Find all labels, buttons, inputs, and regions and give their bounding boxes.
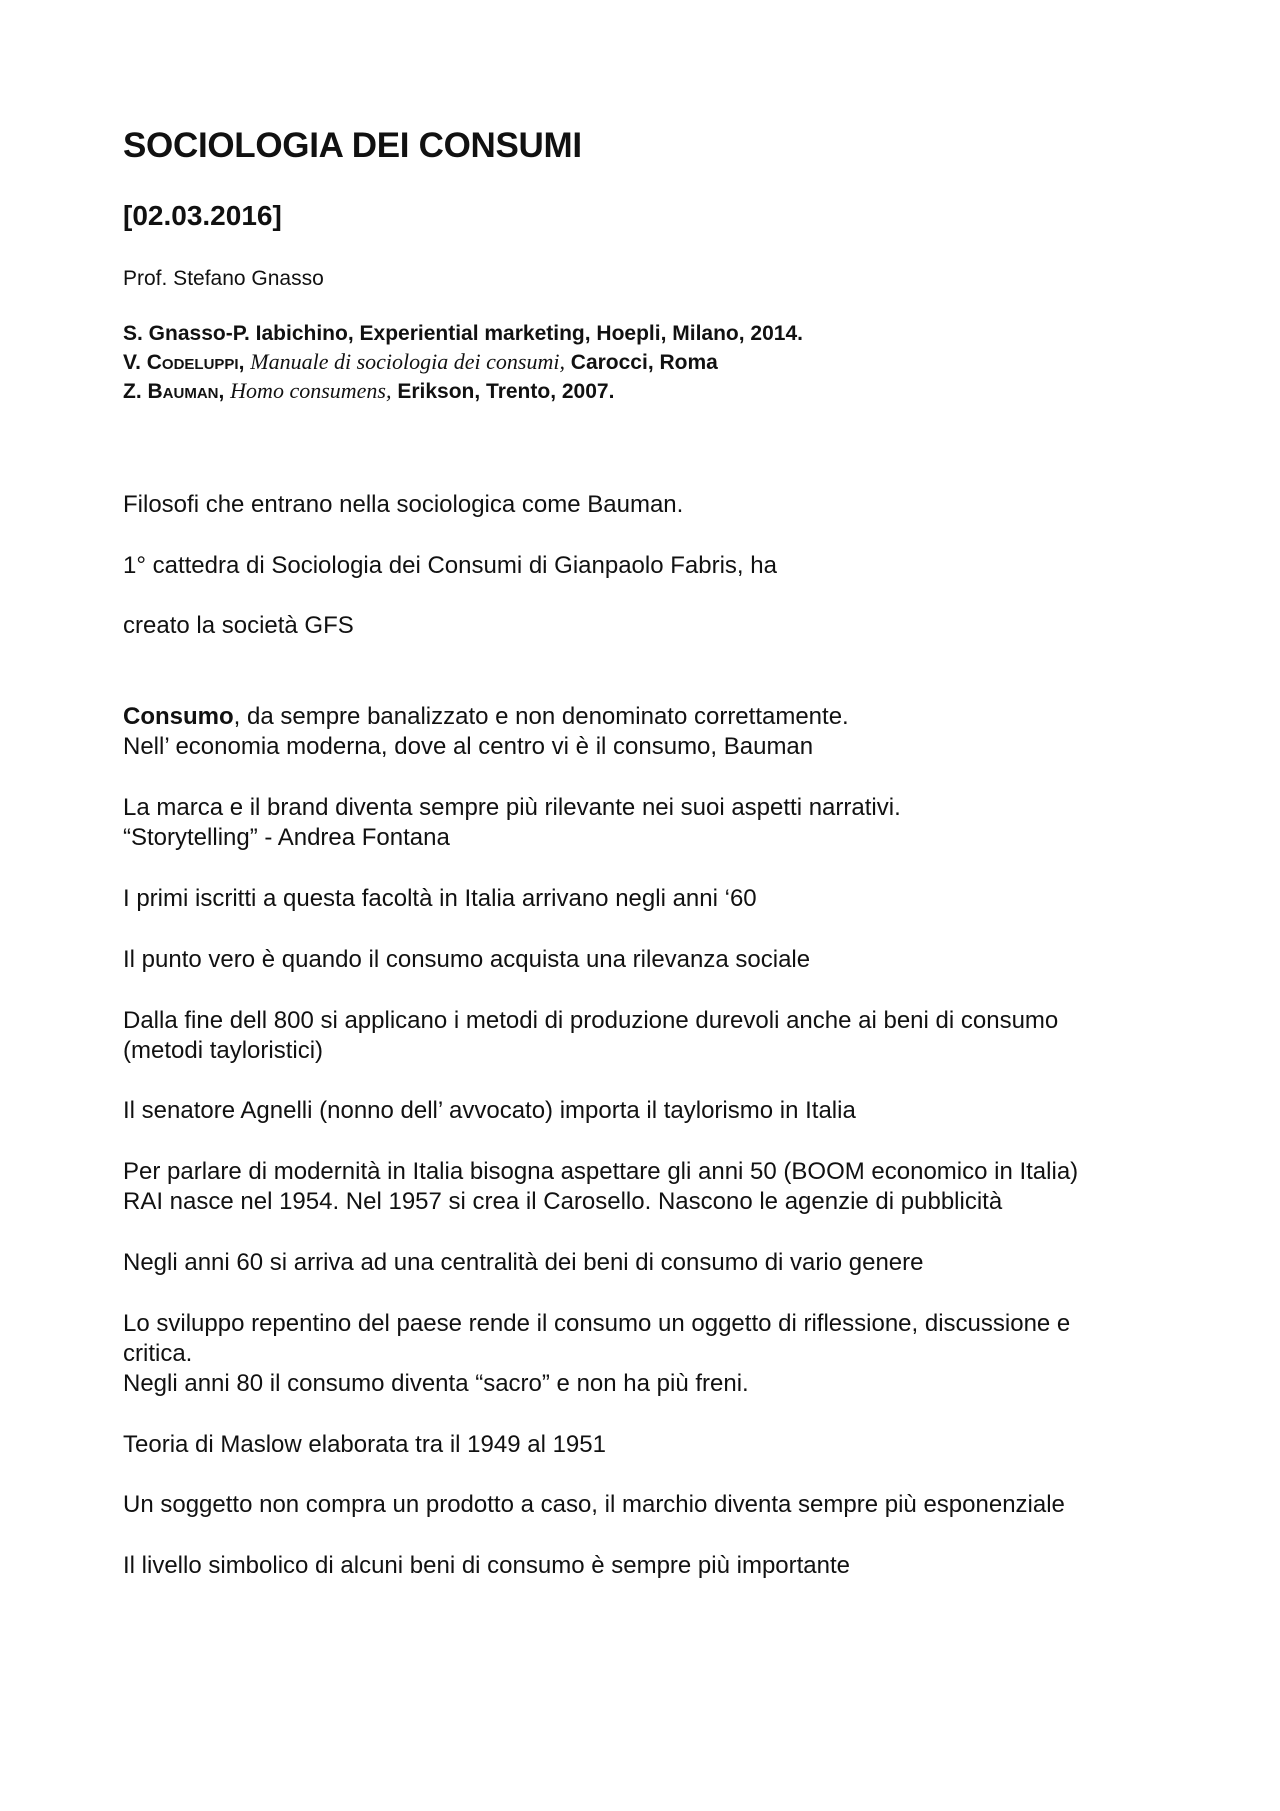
reference-item: Z. Bauman, Homo consumens, Erikson, Trento, 2007.	[123, 378, 615, 403]
reference-book-title: Homo consumens,	[230, 378, 392, 403]
lecture-date: [02.03.2016]	[123, 200, 282, 231]
professor-name: Prof. Stefano Gnasso	[123, 267, 324, 290]
paragraph: 1° cattedra di Sociologia dei Consumi di Gianpaolo Fabris, ha	[123, 552, 777, 579]
paragraph: Dalla fine dell 800 si applicano i metodi di produzione durevoli anche ai beni di consumo (metodi tayloristici)	[123, 1007, 1059, 1064]
paragraph: La marca e il brand diventa sempre più rilevante nei suoi aspetti narrativi. “Storytelling” - Andrea Fontana	[123, 794, 901, 851]
reference-list	[123, 320, 803, 406]
paragraph: Il punto vero è quando il consumo acquista una rilevanza sociale	[123, 946, 811, 973]
paragraph: Teoria di Maslow elaborata tra il 1949 al 1951	[123, 1431, 606, 1458]
paragraph: Il senatore Agnelli (nonno dell’ avvocato) importa il taylorismo in Italia	[123, 1097, 856, 1124]
paragraph: I primi iscritti a questa facoltà in Italia arrivano negli anni ‘60	[123, 885, 757, 912]
reference-author: Codeluppi	[146, 351, 239, 374]
paragraph: Il livello simbolico di alcuni beni di consumo è sempre più importante	[123, 1552, 851, 1579]
paragraph: creato la società GFS	[123, 612, 354, 639]
reference-item: S. Gnasso-P. Iabichino, Experiential marketing, Hoepli, Milano, 2014.	[123, 322, 803, 345]
paragraph: Per parlare di modernità in Italia bisogna aspettare gli anni 50 (BOOM economico in Italia) RAI nasce nel 1954. Nel 1957 si crea il Carosello. Nascono le agenzie di pubblicità	[123, 1158, 1079, 1215]
reference-book-title: Manuale di sociologia dei consumi,	[250, 349, 565, 374]
bold-term: Consumo	[123, 703, 234, 730]
document-title: SOCIOLOGIA DEI CONSUMI	[123, 126, 582, 165]
paragraph: Negli anni 60 si arriva ad una centralità dei beni di consumo di vario genere	[123, 1249, 924, 1276]
reference-author: Bauman	[147, 380, 219, 403]
reference-item: V. Codeluppi, Manuale di sociologia dei consumi, Carocci, Roma	[123, 349, 718, 374]
paragraph: Consumo, da sempre banalizzato e non denominato correttamente. Nell’ economia moderna, dove al centro vi è il consumo, Bauman	[123, 703, 849, 760]
paragraph: Lo sviluppo repentino del paese rende il consumo un oggetto di riflessione, discussione e critica. Negli anni 80 il consumo diventa “sacro” e non ha più freni.	[123, 1310, 1071, 1397]
paragraph: Filosofi che entrano nella sociologica come Bauman.	[123, 491, 684, 518]
paragraph: Un soggetto non compra un prodotto a caso, il marchio diventa sempre più esponenziale	[123, 1491, 1065, 1518]
